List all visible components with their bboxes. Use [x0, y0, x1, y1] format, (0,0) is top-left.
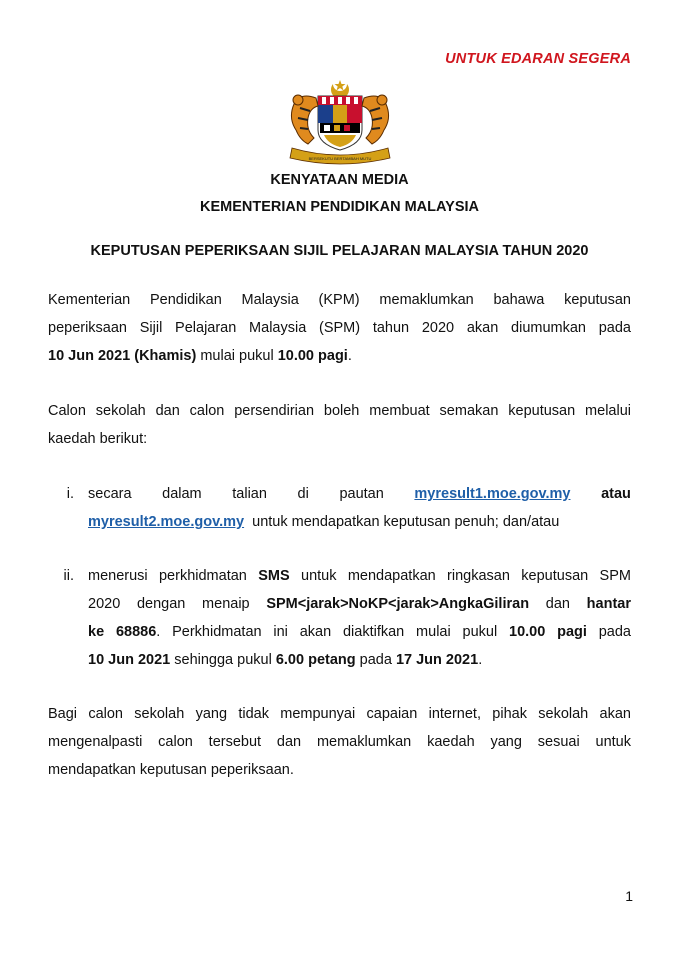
para3-line1: Bagi calon sekolah yang tidak mempunyai capaian internet, pihak sekolah akan	[48, 706, 631, 722]
item2-line2: 2020 dengan menaip SPM<jarak>NoKP<jarak>AngkaGiliran dan hantar	[88, 596, 631, 612]
myresult1-link[interactable]: myresult1.moe.gov.my	[414, 486, 571, 502]
para3-line2: mengenalpasti calon tersebut dan memaklumkan kaedah yang sesuai untuk	[48, 734, 631, 750]
item1-line2: myresult2.moe.gov.my untuk mendapatkan keputusan penuh; dan/atau	[88, 514, 560, 530]
paragraph-announcement	[48, 286, 631, 370]
para1-line3: 10 Jun 2021 (Khamis) mulai pukul 10.00 pagi.	[48, 348, 352, 364]
paragraph-no-internet	[48, 700, 631, 784]
media-statement-title: KENYATAAN MEDIA	[270, 172, 409, 188]
myresult2-link[interactable]: myresult2.moe.gov.my	[88, 514, 245, 530]
item1-line1: secara dalam talian di pautan myresult1.moe.gov.my atau	[88, 480, 631, 508]
page-number: 1	[625, 888, 633, 904]
urgent-label: UNTUK EDARAN SEGERA	[445, 51, 631, 67]
crest-motto: BERSEKUTU BERTAMBAH MUTU	[308, 156, 372, 161]
item2-line3: ke 68886. Perkhidmatan ini akan diaktifkan mulai pukul 10.00 pagi pada	[88, 624, 631, 640]
subject-title: KEPUTUSAN PEPERIKSAAN SIJIL PELAJARAN MALAYSIA TAHUN 2020	[90, 243, 589, 259]
para3-line3: mendapatkan keputusan peperiksaan.	[48, 762, 294, 778]
item2-line1: menerusi perkhidmatan SMS untuk mendapatkan ringkasan keputusan SPM	[88, 568, 631, 584]
paragraph-methods	[48, 397, 631, 453]
list-item-sms: ii. menerusi perkhidmatan SMS untuk mendapatkan ringkasan keputusan SPM 2020 dengan menaip SPM<jarak>NoKP<jarak>AngkaGiliran dan hantar ke 68886. Perkhidmatan ini akan diaktifkan mulai pukul 10.00 pagi pada 10 Jun 2021 sehingga pukul 6.00 petang pada 17 Jun 2021.	[48, 562, 631, 674]
list-item-online: i. secara dalam talian di pautan myresult1.moe.gov.my atau myresult2.moe.gov.my untuk mendapatkan keputusan penuh; dan/atau	[48, 480, 631, 536]
para1-line2: peperiksaan Sijil Pelajaran Malaysia (SPM) tahun 2020 akan diumumkan pada	[48, 320, 631, 336]
para2-line1: Calon sekolah dan calon persendirian boleh membuat semakan keputusan melalui	[48, 403, 631, 419]
para1-line1: Kementerian Pendidikan Malaysia (KPM) memaklumkan bahawa keputusan	[48, 292, 631, 308]
coat-of-arms-emblem	[278, 78, 402, 170]
ministry-title: KEMENTERIAN PENDIDIKAN MALAYSIA	[199, 199, 479, 215]
item2-line4: 10 Jun 2021 sehingga pukul 6.00 petang pada 17 Jun 2021.	[88, 652, 483, 668]
para2-line2: kaedah berikut:	[48, 431, 148, 447]
